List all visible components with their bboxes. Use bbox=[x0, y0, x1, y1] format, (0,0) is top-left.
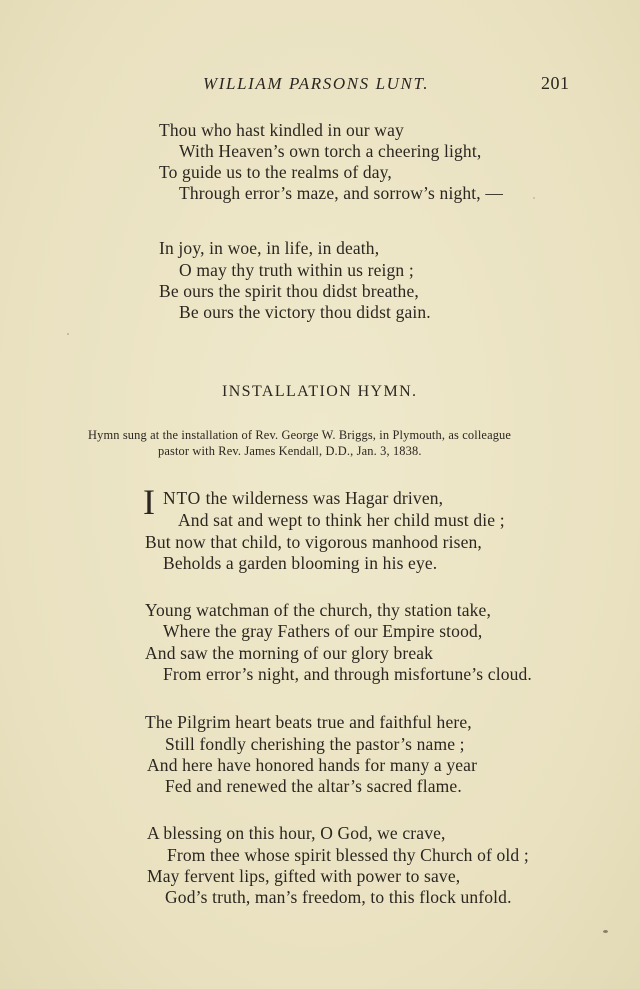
hymn-line: Young watchman of the church, thy station take, bbox=[145, 600, 491, 620]
hymn-line: From error’s night, and through misfortune’s cloud. bbox=[163, 664, 532, 684]
hymn-line: And here have honored hands for many a year bbox=[147, 755, 478, 775]
first-line-smallcaps: NTO bbox=[163, 488, 202, 508]
hymn-line: From thee whose spirit blessed thy Church of old ; bbox=[167, 845, 529, 865]
hymn-title: INSTALLATION HYMN. bbox=[222, 383, 418, 400]
hymn-line: Still fondly cherishing the pastor’s name ; bbox=[165, 734, 465, 754]
page-number: 201 bbox=[541, 73, 570, 93]
poem-line: To guide us to the realms of day, bbox=[159, 162, 392, 182]
running-head bbox=[0, 74, 640, 98]
hymn-line: A blessing on this hour, O God, we crave, bbox=[147, 823, 446, 843]
hymn-line: God’s truth, man’s freedom, to this flock unfold. bbox=[165, 887, 512, 907]
hymn-line: And sat and wept to think her child must die ; bbox=[178, 510, 505, 530]
poem-line: Through error’s maze, and sorrow’s night, — bbox=[179, 183, 503, 203]
hymn-subtitle-line-2: pastor with Rev. James Kendall, D.D., Jan. 3, 1838. bbox=[158, 444, 422, 458]
poem-line: Be ours the victory thou didst gain. bbox=[179, 302, 431, 322]
poem-line: In joy, in woe, in life, in death, bbox=[159, 238, 380, 258]
paper-speck bbox=[603, 930, 608, 933]
first-line-tail: the wilderness was Hagar driven, bbox=[201, 488, 444, 508]
hymn-line: Fed and renewed the altar’s sacred flame. bbox=[165, 776, 462, 796]
running-title: WILLIAM PARSONS LUNT. bbox=[203, 74, 430, 93]
hymn-line: May fervent lips, gifted with power to save, bbox=[147, 866, 461, 886]
hymn-line: Where the gray Fathers of our Empire stood, bbox=[163, 621, 483, 641]
paper-speck bbox=[533, 197, 535, 199]
poem-line: Thou who hast kindled in our way bbox=[159, 120, 404, 140]
hymn-line: But now that child, to vigorous manhood risen, bbox=[145, 532, 482, 552]
hymn-line: And saw the morning of our glory break bbox=[145, 643, 434, 663]
hymn-line: The Pilgrim heart beats true and faithful here, bbox=[145, 712, 472, 732]
poem-line: Be ours the spirit thou didst breathe, bbox=[159, 281, 419, 301]
poem-line: With Heaven’s own torch a cheering light, bbox=[179, 141, 482, 161]
hymn-first-line bbox=[163, 488, 443, 509]
paper-speck bbox=[67, 333, 69, 335]
hymn-line: Beholds a garden blooming in his eye. bbox=[163, 553, 438, 573]
poem-line: O may thy truth within us reign ; bbox=[179, 260, 414, 280]
drop-cap: I bbox=[143, 482, 155, 522]
hymn-subtitle-line-1: Hymn sung at the installation of Rev. George W. Briggs, in Plymouth, as colleague bbox=[88, 428, 512, 442]
